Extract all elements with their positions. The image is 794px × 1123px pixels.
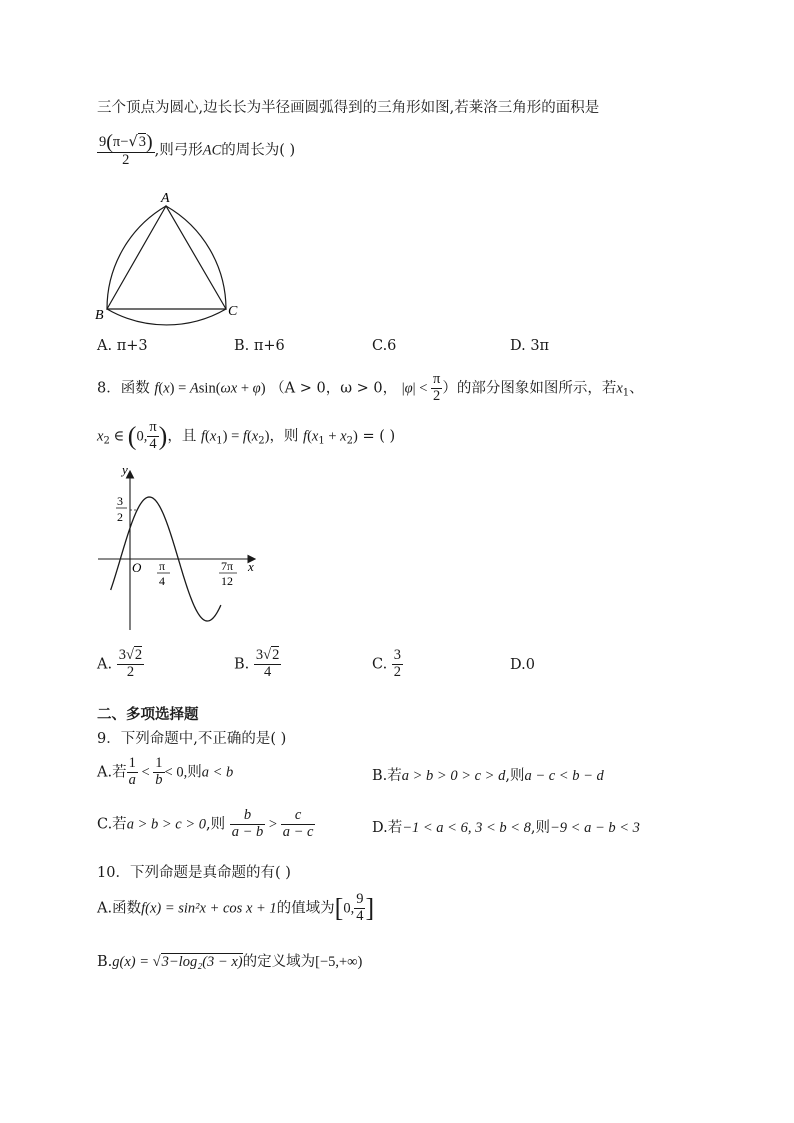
q9-option-d: D.若−1 < a < 6, 3 < b < 8,则−9 < a − b < 3 [372,820,640,836]
q9-option-c: C.若a > b > c > 0,则 $\frac{b}{a - b}$ > $\frac{c}{a - c}$ [97,807,314,840]
equilateral-triangle [107,206,226,309]
arc-name: AC [202,142,222,159]
q10-option-a: A.函数f(x) = sin²x + cos x + 1的值域为[0, $\frac{9}{4}$ ] [97,891,375,924]
reuleaux-triangle-figure [90,188,250,328]
q8-stem-line2: $x_2$ ∈ (0, $\frac{\pi}{4}$ )，且 $f(x_1) = f(x_2)$，则 $f(x_1 + x_2)$ = ( ) [97,419,396,452]
q7-stem-line2: $\frac{9(\pi-√3)}{2}$ ,则弓形AC的周长为( ) [99,131,296,168]
q7-option-b: B. π+6 [234,338,285,354]
label-vertex-c: C [228,304,238,319]
sine-graph-figure [90,464,270,636]
x-tick2-numerator: 7π [221,559,234,573]
phi-bound-fraction: $\frac{\pi}{2}$ [433,371,441,404]
q7-option-d: D. 3π [510,338,550,354]
y-tick-numerator: 3 [117,494,123,508]
x-axis-label: x [248,559,254,574]
q9-option-a: A.若 $\frac{1}{a}$ < $\frac{1}{b}$ < 0,则a < b [97,755,234,788]
label-vertex-a: A [161,191,170,206]
interval-fraction: $\frac{\pi}{4}$ [149,419,157,452]
q8-function-def: f [154,380,159,397]
q7-option-c: C.6 [372,338,397,354]
q8-option-c: C. $\frac{3}{2}$ [372,647,402,680]
reuleaux-arcs [107,206,226,325]
q8-option-a: A. $\frac{3√2}{2}$ [97,647,143,680]
x-tick1-denominator: 4 [159,574,165,588]
q8-stem-line1: 8．函数 f(x) = Asin(ωx + φ) （A > 0，ω > 0， |φ| < $\frac{\pi}{2}$ ）的部分图象如图所示，若$x_1$、 [97,371,644,404]
y-tick-denominator: 2 [117,510,123,524]
q10-stem: 10．下列命题是真命题的有( ) [97,865,291,881]
x-tick2-denominator: 12 [221,574,233,588]
origin-label: O [132,560,142,575]
section-title: 二、多项选择题 [97,707,199,723]
q9-option-b: B.若a > b > 0 > c > d,则a − c < b − d [372,768,604,784]
q10-option-b: B.g(x) = √3−log₂(3 − x)的定义域为[−5,+∞) [97,954,363,970]
q7-option-a: A. π+3 [97,338,148,354]
area-fraction: $\frac{9(\pi-√3)}{2}$ [99,131,153,168]
y-axis-label: y [122,464,128,477]
q8-option-b: B. $\frac{3√2}{4}$ [234,647,280,680]
q8-option-d: D.0 [510,657,535,673]
q9-stem: 9．下列命题中,不正确的是( ) [97,731,287,747]
label-vertex-b: B [95,308,104,323]
q7-stem-line1: 三个顶点为圆心,边长长为半径画圆弧得到的三角形如图,若莱洛三角形的面积是 [97,100,600,116]
x-tick1-numerator: π [159,559,166,573]
